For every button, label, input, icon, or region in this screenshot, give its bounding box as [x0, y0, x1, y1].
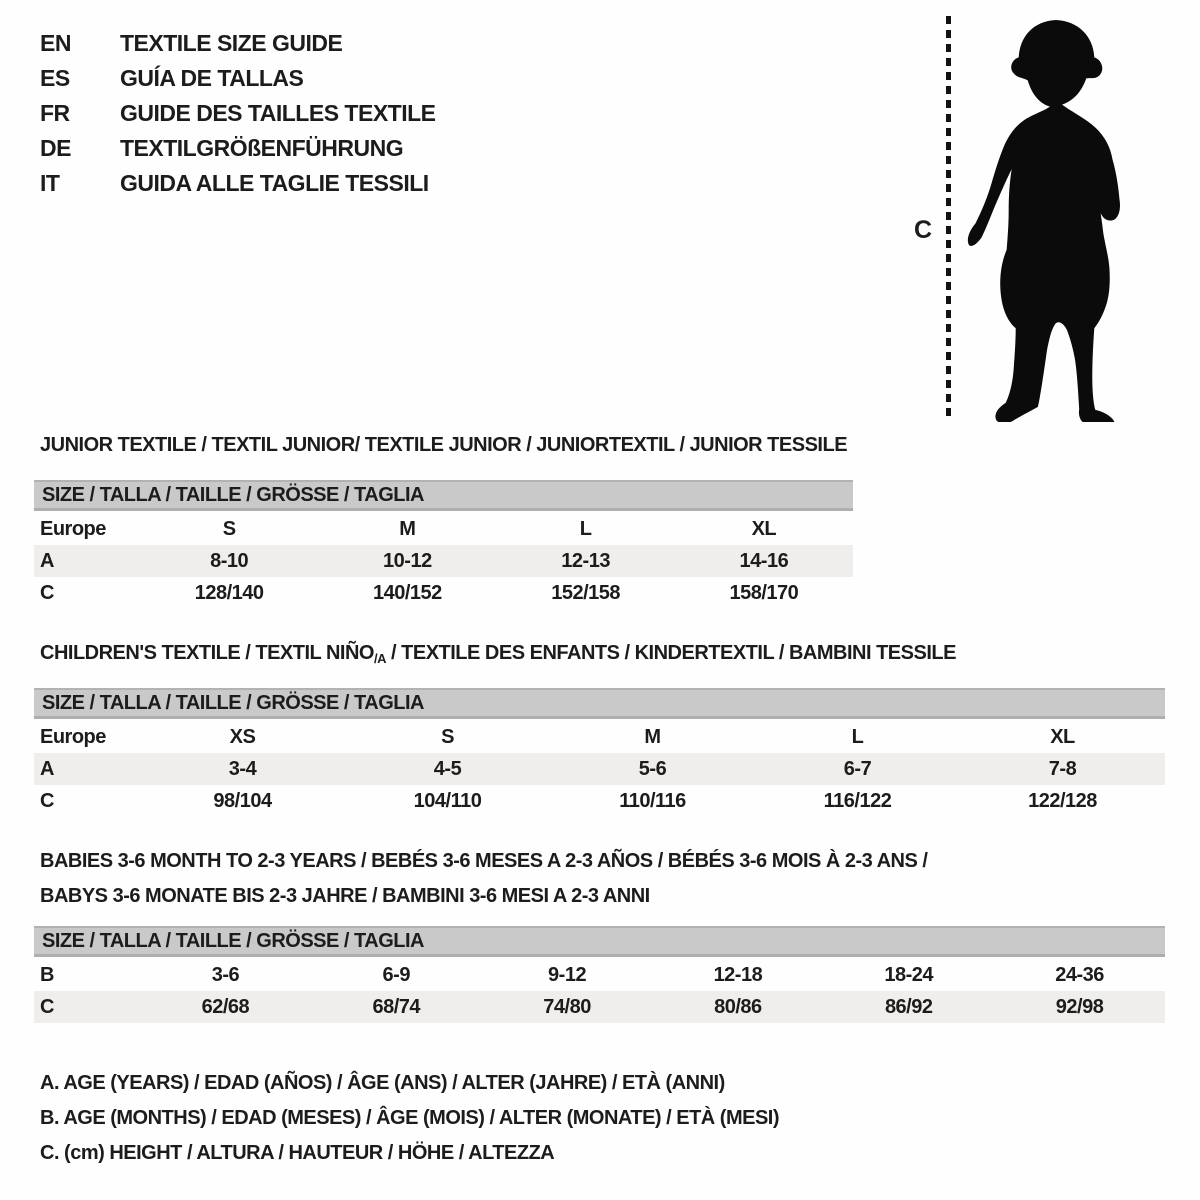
table-cell: Europe — [40, 725, 106, 748]
table-cell: Europe — [40, 517, 106, 540]
table-cell: 8-10 — [210, 549, 249, 572]
size-header-text: SIZE / TALLA / TAILLE / GRÖSSE / TAGLIA — [42, 929, 424, 952]
junior-row-c — [34, 577, 853, 609]
table-cell: 110/116 — [619, 789, 686, 812]
table-cell: 62/68 — [201, 995, 250, 1018]
table-cell: C — [40, 995, 54, 1018]
language-list — [40, 26, 436, 201]
guide-title: GUIDA ALLE TAGLIE TESSILI — [120, 170, 429, 196]
table-cell: M — [644, 725, 661, 748]
language-code: FR — [40, 100, 70, 126]
table-cell: A — [40, 757, 54, 780]
table-cell: 9-12 — [548, 963, 587, 986]
guide-title: TEXTILE SIZE GUIDE — [120, 30, 343, 56]
size-header-text: SIZE / TALLA / TAILLE / GRÖSSE / TAGLIA — [42, 483, 424, 506]
table-cell: L — [851, 725, 864, 748]
table-cell: A — [40, 549, 54, 572]
table-cell: 74/80 — [543, 995, 591, 1018]
guide-title: GUÍA DE TALLAS — [120, 65, 304, 91]
table-cell: 116/122 — [823, 789, 892, 812]
children-column-header-row — [34, 721, 1165, 753]
table-cell: 6-9 — [382, 963, 410, 986]
table-cell: 86/92 — [884, 995, 933, 1018]
language-code: ES — [40, 65, 70, 91]
table-cell: 158/170 — [729, 581, 799, 604]
size-header-text: SIZE / TALLA / TAILLE / GRÖSSE / TAGLIA — [42, 691, 424, 714]
table-cell: 128/140 — [194, 581, 264, 604]
table-cell: 12-18 — [713, 963, 763, 986]
babies-size-table — [34, 926, 1165, 1023]
guide-title: TEXTILGRÖßENFÜHRUNG — [120, 135, 404, 161]
height-measure-label: C — [914, 216, 932, 244]
language-code: IT — [40, 170, 60, 196]
babies-row-b — [34, 959, 1165, 991]
junior-section-heading: JUNIOR TEXTILE / TEXTIL JUNIOR/ TEXTILE JUNIOR / JUNIORTEXTIL / JUNIOR TESSILE — [40, 434, 848, 456]
size-header-bar — [34, 480, 853, 511]
size-header-bar — [34, 688, 1165, 719]
table-cell: 3-4 — [228, 757, 257, 780]
guide-title: GUIDE DES TAILLES TEXTILE — [120, 100, 436, 126]
table-cell: 98/104 — [213, 789, 272, 812]
table-cell: 80/86 — [714, 995, 762, 1018]
children-heading-subscript: /A — [373, 651, 386, 666]
table-cell: C — [40, 581, 54, 604]
babies-section-heading-line1: BABIES 3-6 MONTH TO 2-3 YEARS / BEBÉS 3-6 MESES A 2-3 AÑOS / BÉBÉS 3-6 MOIS À 2-3 ANS / — [40, 850, 928, 872]
table-cell: 10-12 — [383, 549, 432, 572]
language-row-es — [40, 61, 436, 96]
table-cell: 152/158 — [551, 581, 621, 604]
junior-row-a — [34, 545, 853, 577]
children-row-c — [34, 785, 1165, 817]
size-header-bar — [34, 926, 1165, 957]
table-cell: 24-36 — [1055, 963, 1104, 986]
junior-column-header-row — [34, 513, 853, 545]
table-cell: 5-6 — [638, 757, 667, 780]
children-heading-pre: CHILDREN'S TEXTILE / TEXTIL NIÑO — [40, 642, 374, 664]
table-cell: 140/152 — [372, 581, 442, 604]
table-cell: XL — [1050, 725, 1075, 748]
table-cell: S — [441, 725, 454, 748]
language-code: EN — [40, 30, 71, 56]
language-row-en — [40, 26, 436, 61]
babies-row-c — [34, 991, 1165, 1023]
table-cell: 122/128 — [1028, 789, 1097, 812]
legend-line-b: B. AGE (MONTHS) / EDAD (MESES) / ÂGE (MOIS) / ALTER (MONATE) / ETÀ (MESI) — [40, 1107, 780, 1129]
babies-section-heading-line2: BABYS 3-6 MONATE BIS 2-3 JAHRE / BAMBINI 3-6 MESI A 2-3 ANNI — [40, 885, 650, 907]
legend-line-a: A. AGE (YEARS) / EDAD (AÑOS) / ÂGE (ANS) / ALTER (JAHRE) / ETÀ (ANNI) — [40, 1072, 725, 1094]
table-cell: 68/74 — [372, 995, 421, 1018]
table-cell: 12-13 — [561, 549, 610, 572]
table-cell: XL — [751, 517, 777, 540]
table-cell: C — [40, 789, 54, 812]
table-cell: 14-16 — [739, 549, 789, 572]
table-cell: 104/110 — [413, 789, 482, 812]
legend-line-c: C. (cm) HEIGHT / ALTURA / HAUTEUR / HÖHE / ALTEZZA — [40, 1142, 555, 1164]
table-cell: XS — [229, 725, 256, 748]
table-cell: 4-5 — [433, 757, 462, 780]
table-cell: 3-6 — [211, 963, 240, 986]
table-cell: 18-24 — [884, 963, 934, 986]
language-code: DE — [40, 135, 71, 161]
children-row-a — [34, 753, 1165, 785]
table-cell: 7-8 — [1048, 757, 1077, 780]
junior-size-table — [34, 480, 853, 609]
table-cell: M — [399, 517, 416, 540]
language-row-de — [40, 131, 436, 166]
table-cell: S — [222, 517, 236, 540]
height-measure-dashed-line — [946, 16, 951, 420]
children-section-heading — [40, 642, 956, 666]
language-row-fr — [40, 96, 436, 131]
table-cell: 6-7 — [843, 757, 872, 780]
table-cell: B — [40, 963, 54, 986]
children-size-table — [34, 688, 1165, 817]
language-row-it — [40, 166, 436, 201]
toddler-silhouette-icon — [963, 14, 1145, 422]
table-cell: L — [579, 517, 592, 540]
children-heading-post: / TEXTILE DES ENFANTS / KINDERTEXTIL / BAMBINI TESSILE — [385, 642, 956, 664]
table-cell: 92/98 — [1055, 995, 1104, 1018]
